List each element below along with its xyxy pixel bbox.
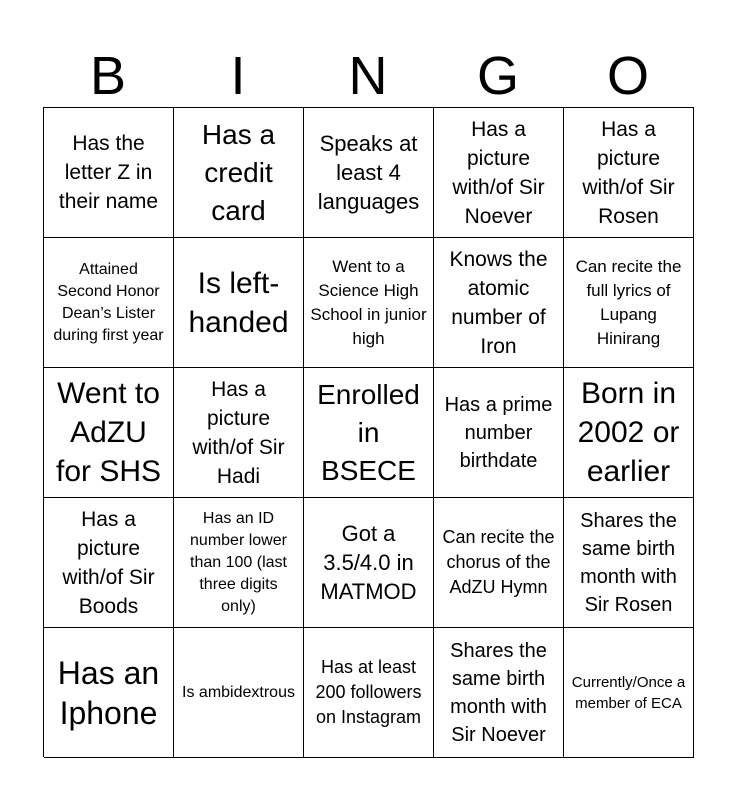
bingo-cell-r1-c3[interactable] <box>304 108 434 238</box>
bingo-cell-text: Currently/Once a member of ECA <box>571 673 686 712</box>
bingo-cell-r1-c2[interactable] <box>174 108 304 238</box>
bingo-cell-r3-c1[interactable] <box>44 368 174 498</box>
bingo-cell-r2-c4[interactable] <box>434 238 564 368</box>
bingo-cell-text: Has a picture with/of Sir Noever <box>452 117 545 228</box>
bingo-cell-text: Has an Iphone <box>57 654 160 731</box>
bingo-cell-text: Knows the atomic number of Iron <box>449 247 548 358</box>
bingo-cell-text: Has the letter Z in their name <box>58 132 159 213</box>
bingo-cell-text: Has a credit card <box>201 118 276 226</box>
bingo-cell-text: Born in 2002 or earlier <box>577 377 680 488</box>
bingo-cell-r2-c5[interactable] <box>564 238 694 368</box>
bingo-cell-r4-c3[interactable] <box>304 498 434 628</box>
bingo-cell-r5-c3[interactable] <box>304 628 434 758</box>
bingo-cell-text: Shares the same birth month with Sir Rosen <box>580 509 677 616</box>
bingo-cell-r1-c1[interactable] <box>44 108 174 238</box>
bingo-cell-text: Can recite the full lyrics of Lupang Hinirang <box>575 256 682 348</box>
bingo-cell-r4-c5[interactable] <box>564 498 694 628</box>
bingo-cell-text: Can recite the chorus of the AdZU Hymn <box>442 527 555 597</box>
bingo-cell-text: Has a prime number birthdate <box>444 393 553 472</box>
header-letter-g: G <box>476 46 519 106</box>
bingo-cell-r5-c1[interactable] <box>44 628 174 758</box>
bingo-cell-r3-c2[interactable] <box>174 368 304 498</box>
bingo-cell-r2-c3[interactable] <box>304 238 434 368</box>
bingo-cell-r2-c2[interactable] <box>174 238 304 368</box>
bingo-cell-text: Has a picture with/of Sir Hadi <box>192 377 285 488</box>
bingo-cell-text: Went to AdZU for SHS <box>55 377 162 488</box>
bingo-cell-r5-c5[interactable] <box>564 628 694 758</box>
bingo-cell-r3-c5[interactable] <box>564 368 694 498</box>
bingo-cell-text: Is ambidextrous <box>182 683 295 701</box>
bingo-cell-text: Is left-handed <box>188 266 289 339</box>
bingo-cell-text: Attained Second Honor Dean’s Lister during first year <box>53 260 164 344</box>
header-letter-i: I <box>230 46 246 106</box>
header-letter-o: O <box>606 46 649 106</box>
bingo-cell-text: Has an ID number lower than 100 (last three digits only) <box>190 509 287 615</box>
bingo-cell-r1-c5[interactable] <box>564 108 694 238</box>
bingo-cell-r4-c4[interactable] <box>434 498 564 628</box>
bingo-cell-text: Has a picture with/of Sir Rosen <box>582 117 675 228</box>
bingo-cell-text: Enrolled in BSECE <box>317 378 420 486</box>
header-letter-b: B <box>89 46 127 106</box>
bingo-cell-r3-c3[interactable] <box>304 368 434 498</box>
bingo-cell-text: Has a picture with/of Sir Boods <box>62 507 155 618</box>
bingo-cell-text: Shares the same birth month with Sir Noever <box>450 639 547 746</box>
bingo-cell-text: Got a 3.5/4.0 in MATMOD <box>320 521 417 604</box>
header-letter-n: N <box>348 46 388 106</box>
bingo-cell-r5-c4[interactable] <box>434 628 564 758</box>
bingo-cell-r4-c2[interactable] <box>174 498 304 628</box>
bingo-cell-r1-c4[interactable] <box>434 108 564 238</box>
bingo-cell-text: Speaks at least 4 languages <box>317 131 420 214</box>
bingo-cell-r3-c4[interactable] <box>434 368 564 498</box>
bingo-cell-r5-c2[interactable] <box>174 628 304 758</box>
bingo-cell-text: Went to a Science High School in junior high <box>310 256 427 348</box>
bingo-header <box>43 46 693 106</box>
bingo-cell-r4-c1[interactable] <box>44 498 174 628</box>
bingo-cell-r2-c1[interactable] <box>44 238 174 368</box>
bingo-cell-text: Has at least 200 followers on Instagram <box>315 657 422 727</box>
bingo-board <box>43 107 694 757</box>
